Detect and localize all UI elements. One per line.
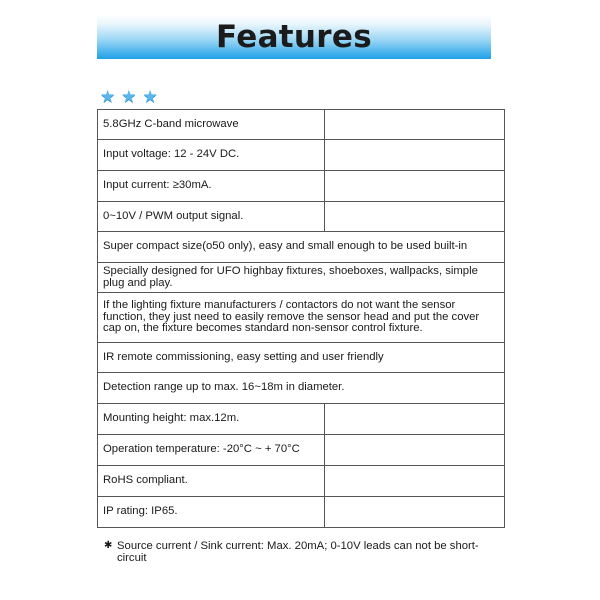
feature-text: 5.8GHz C-band microwave [98,110,325,140]
feature-row [98,171,505,202]
footnote-text: Source current / Sink current: Max. 20mA; 0-10V leads can not be short-circuit [117,540,479,564]
feature-text: Specially designed for UFO highbay fixtures, shoeboxes, wallpacks, simple plug and play. [98,263,505,293]
feature-row [98,202,505,232]
star-rating-decoration [100,87,158,107]
footnote [104,540,504,564]
feature-empty-cell [325,110,505,140]
features-table [97,109,505,528]
feature-text: Mounting height: max.12m. [98,404,325,435]
feature-row [98,404,505,435]
feature-row [98,435,505,466]
star-icon: ★ [100,87,116,106]
feature-text: Detection range up to max. 16~18m in diameter. [98,373,505,404]
feature-row [98,466,505,497]
asterisk-icon: ✱ [104,540,113,551]
feature-row [98,232,505,263]
star-icon: ★ [121,87,137,106]
feature-text: IP rating: IP65. [98,497,325,528]
feature-row [98,293,505,343]
feature-text: RoHS compliant. [98,466,325,497]
feature-empty-cell [325,404,505,435]
feature-text: Input current: ≥30mA. [98,171,325,202]
feature-row [98,373,505,404]
feature-text: IR remote commissioning, easy setting and user friendly [98,343,505,373]
feature-empty-cell [325,171,505,202]
feature-row [98,140,505,171]
page-title: Features [216,19,372,55]
feature-text: Operation temperature: -20°C ~ + 70°C [98,435,325,466]
feature-text: 0~10V / PWM output signal. [98,202,325,232]
title-banner [97,15,491,59]
feature-row [98,110,505,140]
feature-row [98,497,505,528]
feature-empty-cell [325,466,505,497]
feature-text: Super compact size(o50 only), easy and small enough to be used built-in [98,232,505,263]
feature-empty-cell [325,497,505,528]
feature-row [98,343,505,373]
feature-text: If the lighting fixture manufacturers / contactors do not want the sensor function, they just need to easily remove the sensor head and put the cover cap on, the fixture becomes standard non-sensor control fixture. [98,293,505,343]
feature-empty-cell [325,140,505,171]
feature-text: Input voltage: 12 - 24V DC. [98,140,325,171]
feature-empty-cell [325,435,505,466]
feature-row [98,263,505,293]
star-icon: ★ [142,87,158,106]
feature-empty-cell [325,202,505,232]
